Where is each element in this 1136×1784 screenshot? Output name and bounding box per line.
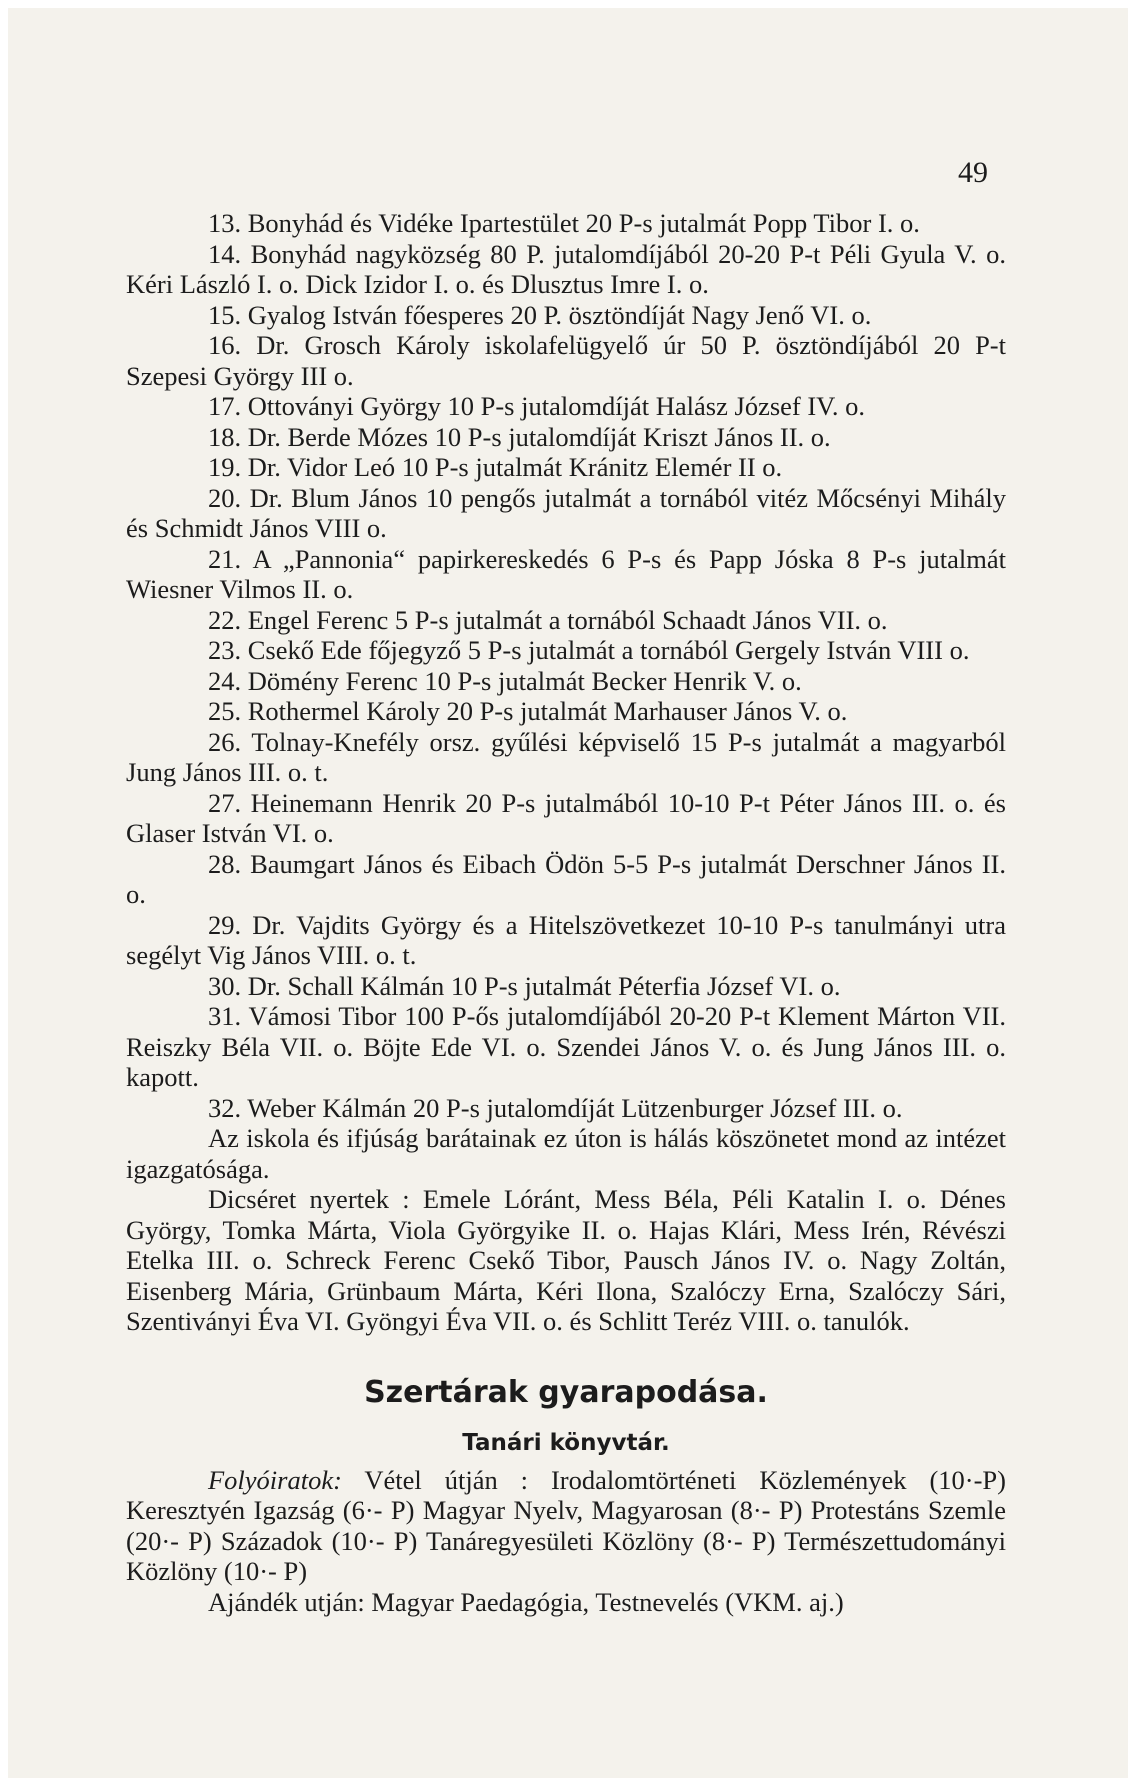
award-item: 19. Dr. Vidor Leó 10 P-s jutalmát Kránitz Elemér II o. bbox=[208, 452, 783, 482]
document-page bbox=[8, 8, 1128, 1778]
award-item: 17. Ottoványi György 10 P-s jutalomdíját Halász József IV. o. bbox=[208, 391, 866, 421]
thanks-paragraph: Az iskola és ifjúság barátainak ez úton is hálás köszönetet mond az intézet igazgatósága. bbox=[126, 1123, 1006, 1184]
award-item: 22. Engel Ferenc 5 P-s jutalmát a tornából Schaadt János VII. o. bbox=[208, 604, 888, 635]
praise-paragraph: Dicséret nyertek : Emele Lóránt, Mess Béla, Péli Katalin I. o. Dénes György, Tomka Márta, Viola Györgyike II. o. Hajas Klári, Mess Irén, Révészi Etelka III. o. Schreck Ferenc Csekő Tibor, Pausch János IV. o. Nagy Zoltán, Eisenberg Mária, Grünbaum Márta, Kéri Ilona, Szalóczy Erna, Szalóczy Sári, Szentiványi Éva VI. Gyöngyi Éva VII. o. és Schlitt Teréz VIII. o. tanulók. bbox=[126, 1184, 1006, 1336]
section-heading: Szertárak gyarapodása. bbox=[364, 1374, 768, 1410]
award-item: 18. Dr. Berde Mózes 10 P-s jutalomdíját Kriszt János II. o. bbox=[208, 421, 831, 452]
subsection-heading: Tanári könyvtár. bbox=[462, 1429, 670, 1456]
award-item: 15. Gyalog István főesperes 20 P. ösztöndíját Nagy Jenő VI. o. bbox=[208, 299, 872, 330]
award-item: 29. Dr. Vajdits György és a Hitelszövetkezet 10-10 P-s tanulmányi utra segélyt Vig János VIII. o. t. bbox=[126, 909, 1006, 970]
award-item: 30. Dr. Schall Kálmán 10 P-s jutalmát Péterfia József VI. o. bbox=[208, 970, 841, 1001]
award-item: 31. Vámosi Tibor 100 P-ős jutalomdíjából 20-20 P-t Klement Márton VII. Reiszky Béla VII. o. Böjte Ede VI. o. Szendei János V. o. és Jung János III. o. kapott. bbox=[126, 1001, 1006, 1092]
award-item: 16. Dr. Grosch Károly iskolafelügyelő úr 50 P. ösztöndíjából 20 P-t Szepesi György III o. bbox=[126, 330, 1006, 391]
periodicals-label: Folyóiratok: bbox=[208, 1464, 342, 1495]
periodicals-paragraph bbox=[126, 1465, 1006, 1587]
award-item: 32. Weber Kálmán 20 P-s jutalomdíját Lützenburger József III. o. bbox=[208, 1092, 903, 1123]
award-item: 13. Bonyhád és Vidéke Ipartestület 20 P-s jutalmát Popp Tibor I. o. bbox=[208, 208, 920, 238]
page-number: 49 bbox=[958, 156, 988, 189]
periodicals-text: Vétel útján : Irodalomtörténeti Közlemények (10·-P) Keresztyén Igazság (6·- P) Magyar Nyelv, Magyarosan (8·- P) Protestáns Szemle (20·- P) Századok (10·- P) Tanáregyesületi Közlöny (8·- P) Természettudományi Közlöny (10·- P) bbox=[126, 1464, 1006, 1586]
award-item: 25. Rothermel Károly 20 P-s jutalmát Marhauser János V. o. bbox=[208, 696, 848, 726]
award-item: 21. A „Pannonia“ papirkereskedés 6 P-s és Papp Jóska 8 P-s jutalmát Wiesner Vilmos II. o. bbox=[126, 543, 1006, 604]
award-item: 14. Bonyhád nagyközség 80 P. jutalomdíjából 20-20 P-t Péli Gyula V. o. Kéri László I. o. Dick Izidor I. o. és Dlusztus Imre I. o. bbox=[126, 238, 1006, 299]
award-item: 24. Dömény Ferenc 10 P-s jutalmát Becker Henrik V. o. bbox=[208, 665, 802, 696]
award-item: 23. Csekő Ede főjegyző 5 P-s jutalmát a tornából Gergely István VIII o. bbox=[208, 635, 970, 665]
award-item: 20. Dr. Blum János 10 pengős jutalmát a tornából vitéz Mőcsényi Mihály és Schmidt János VIII o. bbox=[126, 482, 1006, 543]
gift-paragraph: Ajándék utján: Magyar Paedagógia, Testnevelés (VKM. aj.) bbox=[208, 1586, 844, 1617]
page-body bbox=[126, 208, 1006, 1617]
award-item: 28. Baumgart János és Eibach Ödön 5-5 P-s jutalmát Derschner János II. o. bbox=[126, 848, 1006, 909]
award-item: 27. Heinemann Henrik 20 P-s jutalmából 10-10 P-t Péter János III. o. és Glaser István VI. o. bbox=[126, 787, 1006, 848]
award-item: 26. Tolnay-Knefély orsz. gyűlési képviselő 15 P-s jutalmát a magyarból Jung János III. o. t. bbox=[126, 726, 1006, 787]
